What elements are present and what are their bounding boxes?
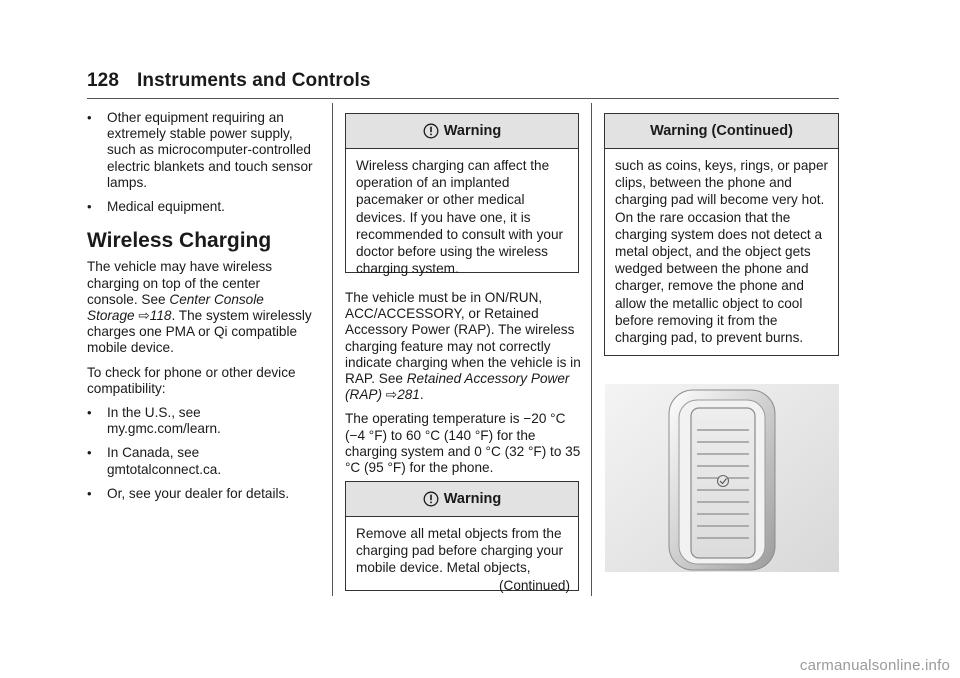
- warning-title: Warning: [443, 123, 502, 139]
- warning-header: [346, 114, 578, 149]
- column-2-text: [345, 290, 581, 484]
- paragraph: The operating temperature is −20 °C (−4 °F) to 60 °C (140 °F) for the charging system and 0 °C (32 °F) to 35 °C (95 °F) for the phone.: [345, 411, 581, 476]
- continued-label: (Continued): [498, 577, 570, 593]
- warning-title: Warning: [443, 491, 502, 507]
- page-ref-arrow-icon: ⇨: [385, 387, 398, 403]
- xref-page[interactable]: 281: [397, 387, 420, 403]
- bullet-item: • In the U.S., see my.gmc.com/learn.: [87, 405, 313, 437]
- warning-header: [605, 114, 838, 149]
- page-ref-arrow-icon: ⇨: [138, 308, 150, 324]
- bullet-item: • Medical equipment.: [87, 199, 313, 215]
- warning-icon: [423, 123, 439, 139]
- charging-pad-illustration: [605, 384, 839, 572]
- xref-page[interactable]: 118: [149, 308, 172, 324]
- header-rule: [87, 98, 839, 99]
- warning-header: [346, 482, 578, 517]
- warning-title: Warning (Continued): [650, 123, 793, 139]
- bullet-item: • Or, see your dealer for details.: [87, 486, 313, 502]
- watermark: carmanualsonline.info: [799, 657, 950, 674]
- section-title: Wireless Charging: [87, 229, 272, 253]
- page-number: 128: [87, 70, 120, 91]
- warning-icon: [423, 491, 439, 507]
- column-divider-2: [591, 103, 592, 596]
- warning-body: Remove all metal objects from the charging pad before charging your mobile device. Metal objects, (Continued): [356, 526, 570, 593]
- warning-box-2: [345, 481, 579, 591]
- chapter-title: Instruments and Controls: [137, 70, 371, 91]
- page-header: [87, 70, 371, 92]
- warning-body: Wireless charging can affect the operation of an implanted pacemaker or other medical devices. If you have one, it is recommended to consult with your doctor before using the wireless charging system.: [356, 158, 564, 277]
- paragraph: The vehicle may have wireless charging on top of the center console. See Center Console Storage ⇨118. The system wirelessly charges one PMA or Qi compatible mobile device.: [87, 259, 312, 356]
- xref-link[interactable]: Retained Accessory Power (RAP): [345, 371, 570, 403]
- warning-box-1: [345, 113, 579, 277]
- bullet-item: • In Canada, see gmtotalconnect.ca.: [87, 445, 313, 477]
- warning-box-continued: [604, 113, 839, 356]
- charging-pad-icon: [605, 384, 839, 572]
- paragraph: The vehicle must be in ON/RUN, ACC/ACCESSORY, or Retained Accessory Power (RAP). The wireless charging feature may not correctly indicate charging when the vehicle is in RAP. See Retained Accessory Power (RAP) ⇨281.: [345, 290, 581, 403]
- xref-link[interactable]: Center Console Storage: [87, 291, 264, 324]
- warning-body: such as coins, keys, rings, or paper clips, between the phone and charging pad will become very hot. On the rare occasion that the charging system does not detect a metal object, and the object gets wedged between the phone and charger, remove the phone and allow the metallic object to cool before removing it from the charging pad, to prevent burns.: [615, 158, 829, 346]
- column-divider-1: [332, 103, 333, 596]
- column-1: [87, 110, 313, 510]
- bullet-item: • Other equipment requiring an extremely stable power supply, such as microcomputer-controlled electric blankets and touch sensor lamps.: [87, 110, 313, 191]
- paragraph: To check for phone or other device compatibility:: [87, 364, 296, 396]
